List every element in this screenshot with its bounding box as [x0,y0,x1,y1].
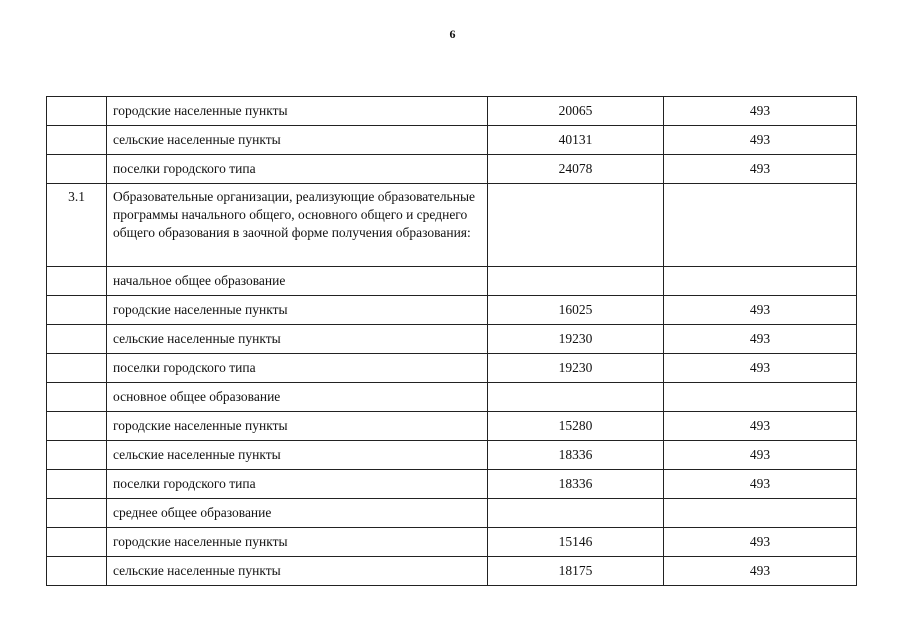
row-number [47,97,107,126]
row-value-2: 493 [664,354,857,383]
table-row [47,441,857,470]
row-name: сельские населенные пункты [107,441,488,470]
row-value-1 [488,267,664,296]
row-value-1: 15280 [488,412,664,441]
row-number [47,383,107,412]
table-row [47,155,857,184]
row-number [47,354,107,383]
row-value-1 [488,184,664,267]
row-value-1: 18336 [488,470,664,499]
row-name: сельские населенные пункты [107,325,488,354]
row-value-2 [664,499,857,528]
row-number [47,441,107,470]
row-number [47,126,107,155]
row-value-2: 493 [664,441,857,470]
row-value-1: 40131 [488,126,664,155]
row-name: поселки городского типа [107,354,488,383]
row-value-2: 493 [664,97,857,126]
row-name: поселки городского типа [107,155,488,184]
row-value-2 [664,267,857,296]
row-value-1 [488,383,664,412]
row-name: сельские населенные пункты [107,126,488,155]
table-row [47,499,857,528]
row-value-1: 15146 [488,528,664,557]
row-number: 3.1 [47,184,107,267]
row-number [47,528,107,557]
row-value-1: 16025 [488,296,664,325]
row-name: среднее общее образование [107,499,488,528]
row-value-2: 493 [664,296,857,325]
row-value-1: 19230 [488,354,664,383]
row-name: городские населенные пункты [107,296,488,325]
data-table [46,96,857,586]
row-value-1 [488,499,664,528]
table-row [47,184,857,267]
table-row [47,97,857,126]
row-number [47,296,107,325]
row-number [47,470,107,499]
row-number [47,267,107,296]
row-name: городские населенные пункты [107,412,488,441]
row-value-2 [664,184,857,267]
row-value-1: 20065 [488,97,664,126]
row-number [47,412,107,441]
table-row [47,267,857,296]
row-value-1: 18336 [488,441,664,470]
row-name: сельские населенные пункты [107,557,488,586]
row-number [47,155,107,184]
table-row [47,325,857,354]
row-name: начальное общее образование [107,267,488,296]
row-number [47,557,107,586]
table-row [47,557,857,586]
row-name: городские населенные пункты [107,97,488,126]
row-value-1: 24078 [488,155,664,184]
table-row [47,383,857,412]
row-value-2: 493 [664,325,857,354]
row-name: основное общее образование [107,383,488,412]
row-value-2: 493 [664,557,857,586]
page-number: 6 [449,27,456,41]
row-value-2: 493 [664,155,857,184]
row-value-2: 493 [664,412,857,441]
table-row [47,470,857,499]
table-row [47,412,857,441]
table-row [47,528,857,557]
row-value-2: 493 [664,528,857,557]
row-number [47,325,107,354]
row-value-2: 493 [664,470,857,499]
row-value-2 [664,383,857,412]
row-value-1: 18175 [488,557,664,586]
row-value-1: 19230 [488,325,664,354]
table-row [47,296,857,325]
row-name: городские населенные пункты [107,528,488,557]
row-name: поселки городского типа [107,470,488,499]
table-row [47,354,857,383]
row-name: Образовательные организации, реализующие образовательные программы начального общего, основного общего и среднего общего образования в заочной форме получения образования: [107,184,488,267]
table-row [47,126,857,155]
row-number [47,499,107,528]
row-value-2: 493 [664,126,857,155]
